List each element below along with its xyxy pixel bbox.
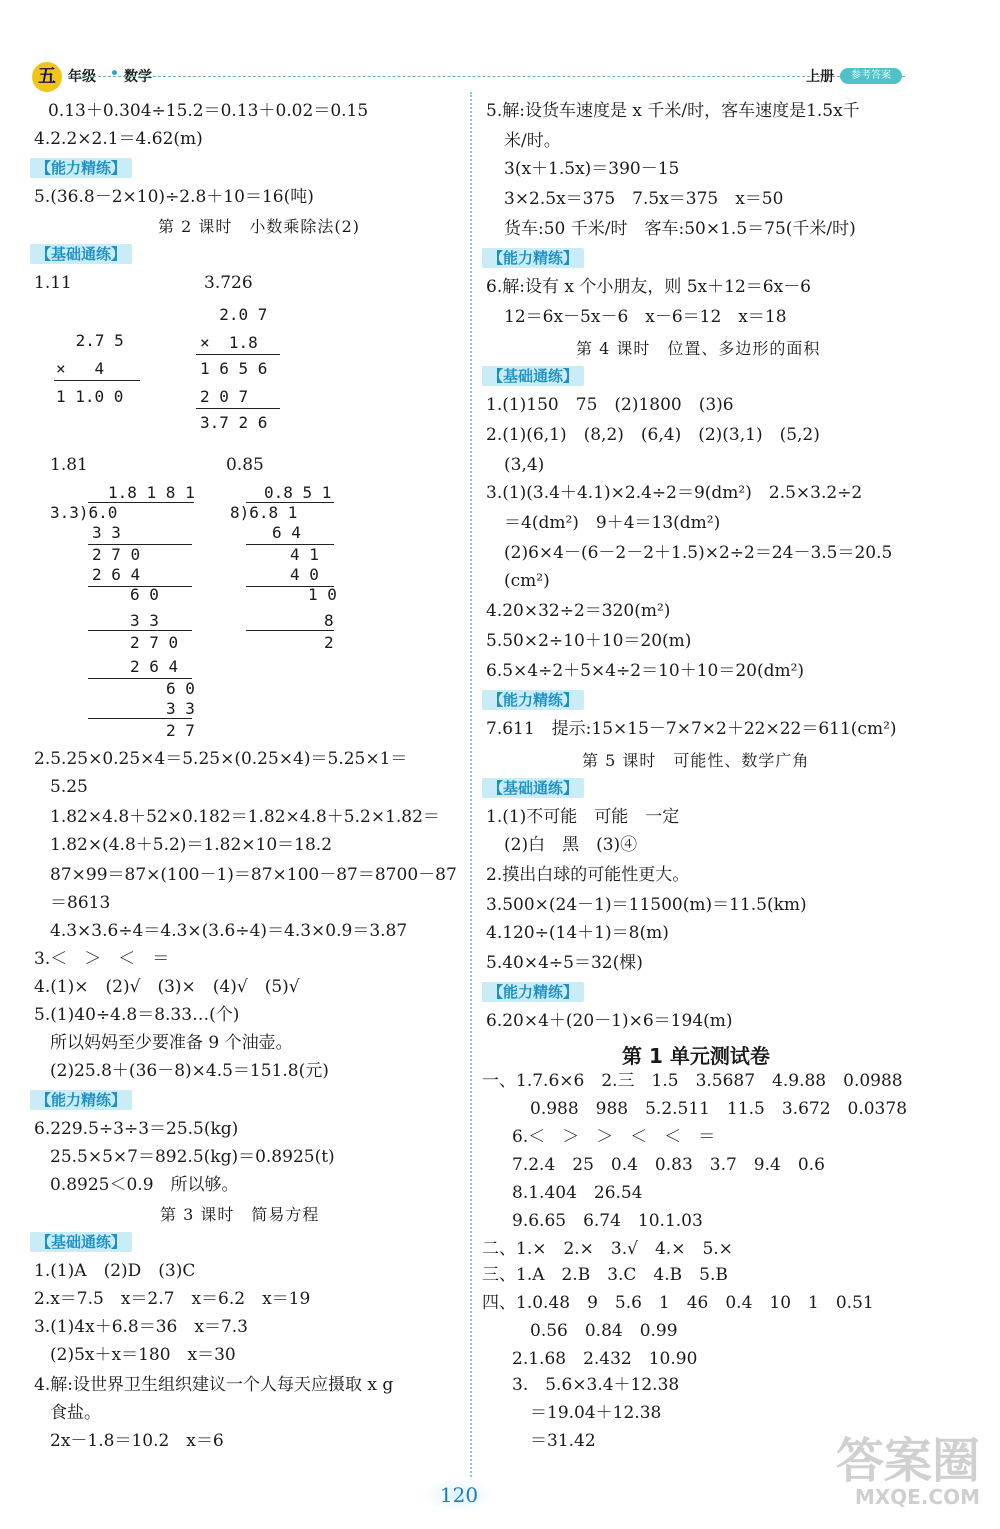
lesson-title: 第 2 课时 小数乘除法(2): [158, 217, 361, 236]
section-label: 【基础通练】: [30, 1232, 132, 1252]
left-line: 2.5.25×0.25×4＝5.25×(0.25×4)＝5.25×1＝: [34, 749, 408, 769]
right-line: 米/时。: [504, 131, 561, 151]
right-line: 二、1.× 2.× 3.√ 4.× 5.×: [482, 1239, 733, 1259]
right-line: 7.611 提示:15×15－7×7×2＋22×22＝611(cm²): [486, 719, 897, 739]
left-line: 3.726: [204, 273, 253, 293]
calc-row: × 1.8: [200, 333, 258, 352]
calc-row: 6 0: [130, 585, 159, 604]
left-line: 1.81: [50, 455, 88, 475]
section-label: 【基础通练】: [482, 366, 584, 386]
right-line: 四、1.0.48 9 5.6 1 46 0.4 10 1 0.51: [482, 1293, 874, 1313]
calc-row: 1 6 5 6: [200, 359, 268, 378]
right-line: 3.(1)(3.4＋4.1)×2.4÷2＝9(dm²) 2.5×3.2÷2: [486, 483, 863, 503]
right-line: (cm²): [504, 571, 550, 591]
right-line: 1.(1)不可能 可能 一定: [486, 807, 680, 827]
calc-row: 3 3: [166, 699, 195, 718]
left-line: ＝8613: [50, 893, 111, 913]
calc-row: 2 6 4: [130, 657, 179, 676]
calc-row: 8: [324, 611, 334, 630]
left-line: 1.11: [34, 273, 72, 293]
lesson-title: 第 4 课时 位置、多边形的面积: [576, 339, 821, 358]
right-line: ＝19.04＋12.38: [530, 1403, 662, 1423]
calc-row: 1 0: [308, 585, 337, 604]
calc-row: 2 0 7: [200, 387, 249, 406]
right-line: 3(x＋1.5x)＝390－15: [504, 159, 680, 179]
right-line: 6.20×4＋(20－1)×6＝194(m): [486, 1011, 733, 1031]
section-label: 【基础通练】: [30, 244, 132, 264]
subject-label: 数学: [124, 69, 152, 85]
left-line: 3.＜ ＞ ＜ ＝: [34, 949, 170, 969]
calc-row: 3 3: [130, 611, 159, 630]
calc-row: × 4: [56, 359, 105, 378]
right-line: 一、1.7.6×6 2.三 1.5 3.5687 4.9.88 0.0988: [482, 1071, 903, 1091]
section-label: 【能力精练】: [482, 982, 584, 1002]
right-line: 0.56 0.84 0.99: [530, 1321, 678, 1341]
watermark-logo: 答案圈: [835, 1433, 980, 1489]
section-label: 【基础通练】: [482, 778, 584, 798]
left-line: 5.(36.8－2×10)÷2.8＋10＝16(吨): [34, 187, 314, 207]
calc-row: 2: [324, 633, 334, 652]
calc-row: 3 3: [92, 523, 121, 542]
left-line: 2x－1.8＝10.2 x＝6: [50, 1431, 224, 1451]
calc-line: [88, 630, 192, 631]
section-label: 【能力精练】: [30, 158, 132, 178]
watermark: [835, 1433, 980, 1509]
right-line: 5.解:设货车速度是 x 千米/时，客车速度是1.5x千: [486, 101, 860, 121]
answer-key-pill: 参考答案: [840, 68, 902, 84]
calc-row: 2.0 7: [200, 305, 268, 324]
left-line: 87×99＝87×(100－1)＝87×100－87＝8700－87: [50, 865, 457, 885]
right-line: 6.＜ ＞ ＞ ＜ ＜ ＝: [512, 1127, 716, 1147]
left-line: 5.25: [50, 777, 88, 797]
calc-row: 0.8 5 1: [264, 483, 332, 502]
lesson-title: 第 3 课时 简易方程: [160, 1205, 320, 1224]
left-line: 所以妈妈至少要准备 9 个油壶。: [50, 1033, 293, 1053]
calc-line: [88, 718, 192, 719]
left-line: (2)25.8＋(36－8)×4.5＝151.8(元): [50, 1061, 329, 1081]
left-line: 3.(1)4x＋6.8＝36 x＝7.3: [34, 1317, 248, 1337]
grade-badge: 五: [32, 62, 62, 92]
right-line: (2)6×4－(6－2－2＋1.5)×2÷2＝24－3.5＝20.5: [504, 543, 893, 563]
right-line: 2.1.68 2.432 10.90: [512, 1349, 698, 1369]
right-line: 4.20×32÷2＝320(m²): [486, 601, 671, 621]
calc-row: 8)6.8 1: [230, 503, 298, 522]
calc-row: 6 0: [166, 679, 195, 698]
calc-row: 2 7 0: [92, 545, 141, 564]
section-label: 【能力精练】: [482, 690, 584, 710]
calc-row: 3.3)6.0: [50, 503, 118, 522]
right-line: 0.988 988 5.2.511 11.5 3.672 0.0378: [530, 1099, 908, 1119]
right-line: (2)白 黑 (3)④: [504, 835, 638, 855]
right-line: 2.(1)(6,1) (8,2) (6,4) (2)(3,1) (5,2): [486, 425, 820, 445]
left-line: 25.5×5×7＝892.5(kg)＝0.8925(t): [50, 1147, 335, 1167]
right-line: 货车:50 千米/时 客车:50×1.5＝75(千米/时): [504, 219, 856, 239]
volume-label: 上册: [806, 69, 834, 85]
calc-row: 1 1.0 0: [56, 387, 124, 406]
calc-row: 2.7 5: [66, 331, 124, 350]
unit-test-title: 第 1 单元测试卷: [622, 1044, 770, 1068]
lesson-title: 第 5 课时 可能性、数学广角: [582, 751, 810, 770]
calc-row: 2 6 4: [92, 565, 141, 584]
left-line: 1.82×(4.8＋5.2)＝1.82×10＝18.2: [50, 835, 333, 855]
right-line: 三、1.A 2.B 3.C 4.B 5.B: [482, 1265, 728, 1285]
right-line: 6.解:设有 x 个小朋友，则 5x＋12＝6x－6: [486, 277, 811, 297]
left-line: 2.x＝7.5 x＝2.7 x＝6.2 x＝19: [34, 1289, 311, 1309]
left-line: 食盐。: [50, 1403, 101, 1423]
right-line: 3×2.5x＝375 7.5x＝375 x＝50: [504, 189, 784, 209]
left-line: (2)5x＋x＝180 x＝30: [50, 1345, 236, 1365]
left-line: 4.(1)× (2)√ (3)× (4)√ (5)√: [34, 977, 300, 997]
grade-label: 年级: [68, 69, 96, 85]
left-line: 4.解:设世界卫生组织建议一个人每天应摄取 x g: [34, 1375, 394, 1395]
left-line: 5.(1)40÷4.8＝8.33…(个): [34, 1005, 240, 1025]
right-line: ＝31.42: [530, 1431, 596, 1451]
right-line: 1.(1)150 75 (2)1800 (3)6: [486, 395, 734, 415]
calc-line: [246, 630, 334, 631]
calc-row: 2 7 0: [130, 633, 179, 652]
calc-row: 3.7 2 6: [200, 413, 268, 432]
calc-line: [196, 354, 280, 355]
right-line: 5.40×4÷5＝32(棵): [486, 953, 643, 973]
right-line: 9.6.65 6.74 10.1.03: [512, 1211, 703, 1231]
calc-line: [196, 408, 280, 409]
calc-line: [54, 380, 140, 381]
right-line: 12＝6x－5x－6 x－6＝12 x＝18: [504, 307, 787, 327]
section-label: 【能力精练】: [482, 248, 584, 268]
right-line: 3.500×(24－1)＝11500(m)＝11.5(km): [486, 895, 807, 915]
left-line: 1.82×4.8＋52×0.182＝1.82×4.8＋5.2×1.82＝: [50, 807, 440, 827]
right-line: 7.2.4 25 0.4 0.83 3.7 9.4 0.6: [512, 1155, 825, 1175]
calc-row: 2 7: [166, 721, 195, 740]
section-label: 【能力精练】: [30, 1090, 132, 1110]
right-line: (3,4): [504, 455, 545, 475]
right-line: 3. 5.6×3.4＋12.38: [512, 1375, 680, 1395]
left-line: 1.(1)A (2)D (3)C: [34, 1261, 196, 1281]
header-dot: •: [110, 66, 119, 82]
page-number: 120: [424, 1478, 494, 1512]
left-line: 4.2.2×2.1＝4.62(m): [34, 129, 203, 149]
right-line: ＝4(dm²) 9＋4＝13(dm²): [504, 513, 721, 533]
right-line: 5.50×2÷10＋10＝20(m): [486, 631, 692, 651]
column-divider: [470, 92, 472, 1492]
left-line: 0.8925＜0.9 所以够。: [50, 1175, 239, 1195]
right-line: 6.5×4÷2＋5×4÷2＝10＋10＝20(dm²): [486, 661, 805, 681]
left-line: 6.229.5÷3÷3＝25.5(kg): [34, 1119, 239, 1139]
left-line: 0.85: [226, 455, 264, 475]
left-line: 4.3×3.6÷4＝4.3×(3.6÷4)＝4.3×0.9＝3.87: [50, 921, 408, 941]
calc-row: 1.8 1 8 1: [108, 483, 195, 502]
watermark-url: MXQE.COM: [854, 1485, 980, 1509]
right-line: 4.120÷(14＋1)＝8(m): [486, 923, 669, 943]
calc-row: 4 0: [290, 565, 319, 584]
header-rule: [68, 76, 905, 77]
left-line: 0.13＋0.304÷15.2＝0.13＋0.02＝0.15: [48, 101, 369, 121]
right-line: 8.1.404 26.54: [512, 1183, 643, 1203]
calc-row: 6 4: [272, 523, 301, 542]
right-line: 2.摸出白球的可能性更大。: [486, 865, 690, 885]
calc-row: 4 1: [290, 545, 319, 564]
